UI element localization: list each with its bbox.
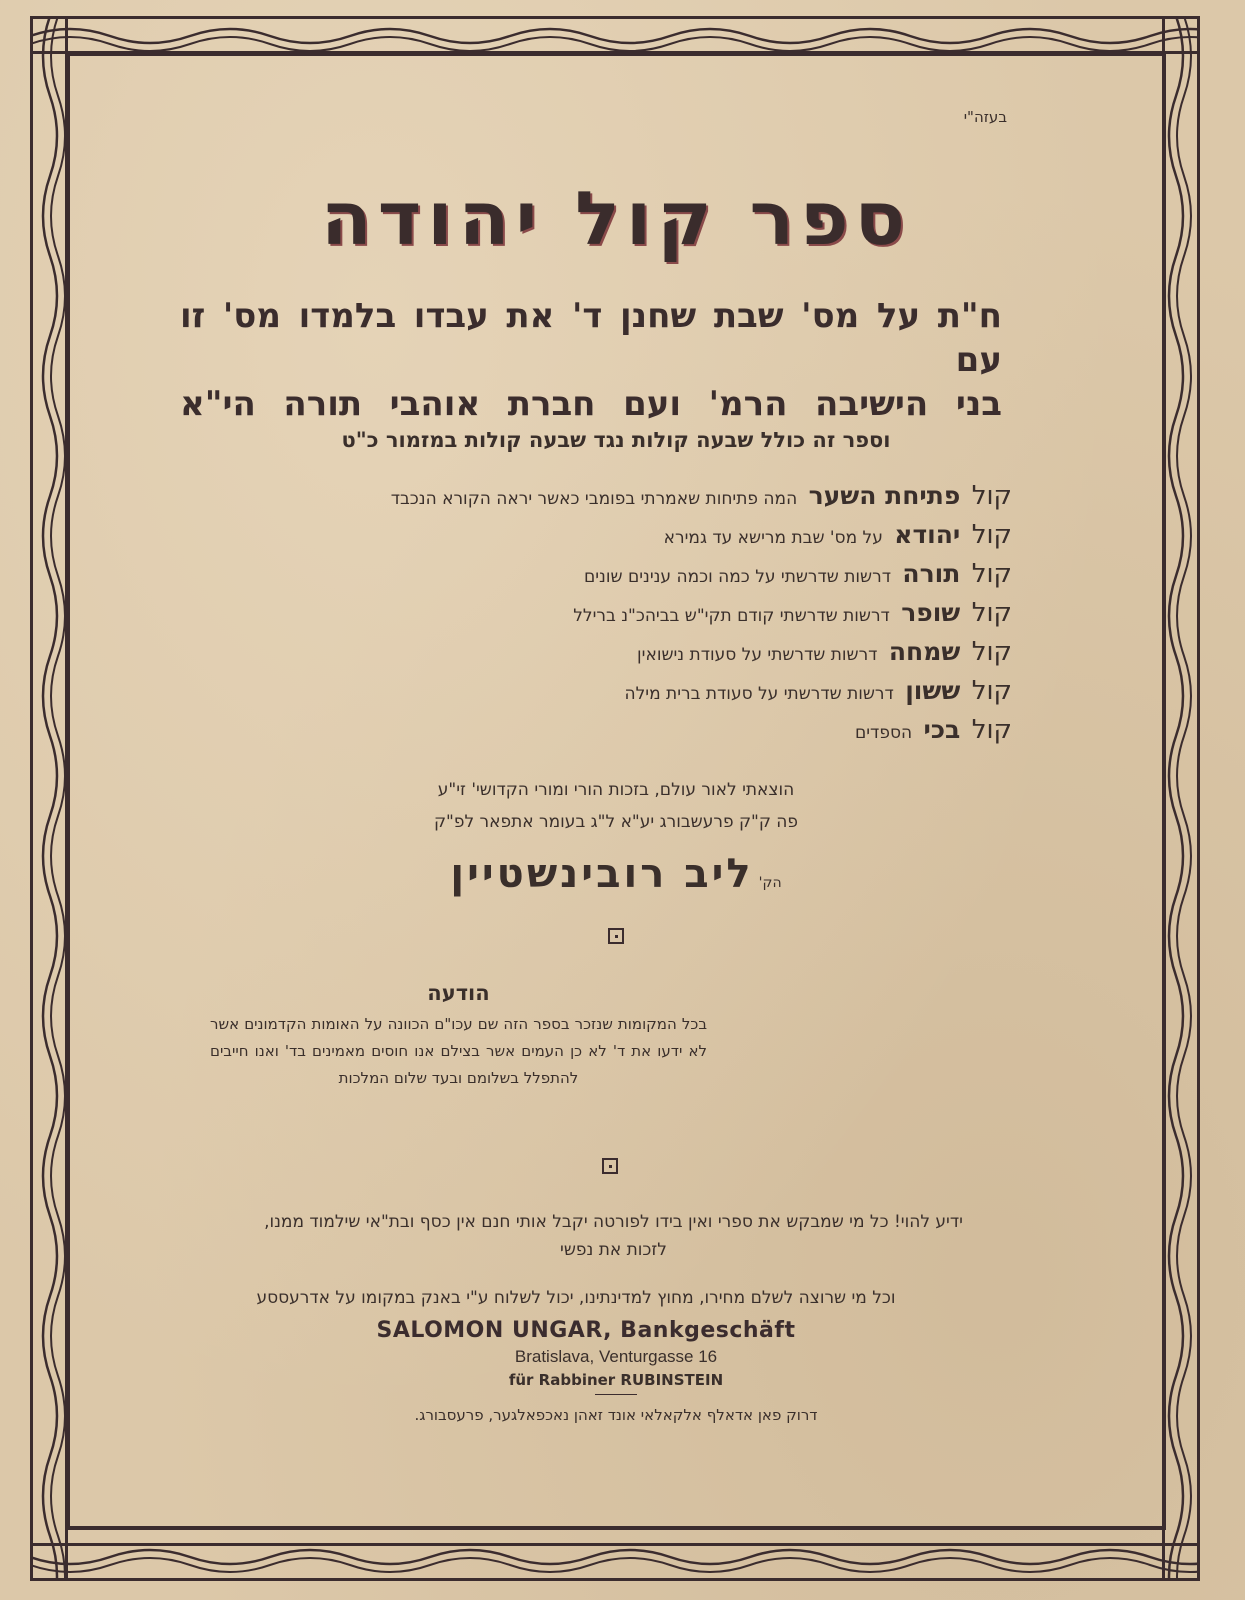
title-page-content: [70, 56, 1162, 1526]
kol-label: קול: [971, 481, 1012, 511]
ornament-border-bottom: [30, 1543, 1200, 1581]
section-name: תורה: [902, 559, 961, 588]
bank-name: SALOMON UNGAR, Bankgeschäft: [376, 1318, 796, 1343]
book-title: ספר קול יהודה: [320, 176, 912, 262]
kol-label: קול: [971, 559, 1012, 589]
section-name: שמחה: [888, 637, 961, 666]
offer-line-2: לזכות את נפשי: [560, 1240, 667, 1260]
book-subtitle: [180, 294, 1002, 426]
section-description: על מס' שבת מרישא עד גמירא: [663, 528, 883, 548]
ornament-square-icon: [602, 1158, 618, 1174]
list-item: [170, 710, 1012, 749]
contents-intro: וספר זה כולל שבעה קולות נגד שבעה קולות במזמור כ"ט: [341, 428, 891, 452]
be-ezrat-hashem-heading: בעזה"י: [963, 108, 1007, 126]
list-item: [170, 554, 1012, 593]
publication-line-1: הוצאתי לאור עולם, בזכות הורי ומורי הקדושי' זי"ע: [437, 780, 795, 800]
list-item: [170, 632, 1012, 671]
subtitle-line-1: ח"ת על מס' שבת שחנן ד' את עבדו בלמדו מס' זו עם: [180, 296, 1002, 380]
ornament-border-right: [1162, 16, 1200, 1581]
free-copy-offer: [125, 1208, 1102, 1264]
notice-body: בכל המקומות שנזכר בספר הזה שם עכו"ם הכוונה על האומות הקדמונים אשר לא ידעו את ד' לא כן העמים אשר בצילם אנו חוסים מאמינים בד' ואנו חייבים להתפלל בשלומם ובעד שלום המלכות: [210, 1015, 707, 1087]
bank-address-block: [70, 1318, 1162, 1395]
section-description: דרשות שדרשתי על סעודת נישואין: [637, 645, 878, 665]
ornament-square-icon: [608, 928, 624, 944]
bank-address: Bratislava, Venturgasse 16: [514, 1347, 718, 1366]
section-description: דרשות שדרשתי על סעודת ברית מילה: [624, 684, 894, 704]
publication-line-2: פה ק"ק פרעשבורג יע"א ל"ג בעומר אתפאר לפ"ק: [433, 812, 799, 832]
section-name: שופר: [901, 598, 961, 627]
notice-title: הודעה: [427, 981, 490, 1005]
bank-recipient: für Rabbiner RUBINSTEIN: [508, 1371, 724, 1389]
list-item: [170, 593, 1012, 632]
section-name: ששון: [905, 676, 961, 705]
section-description: הספדים: [854, 723, 913, 743]
author-name: ליב רובינשטיין: [450, 851, 754, 897]
kol-label: קול: [971, 520, 1012, 550]
section-description: המה פתיחות שאמרתי בפומבי כאשר יראה הקורא הנכבד: [390, 489, 798, 509]
list-item: [170, 515, 1012, 554]
section-name: פתיחת השער: [808, 481, 961, 510]
ornament-border-top: [30, 16, 1200, 54]
kol-label: קול: [971, 676, 1012, 706]
section-description: דרשות שדרשתי קודם תקי"ש בביהכ"נ ברילל: [573, 606, 890, 626]
payment-instructions: וכל מי שרוצה לשלם מחירו, מחוץ למדינתינו, יכול לשלוח ע"י באנק במקומו על אדרעססע: [256, 1288, 896, 1308]
section-name: יהודא: [894, 520, 961, 549]
kol-label: קול: [971, 637, 1012, 667]
notice-block: [210, 981, 707, 1092]
subtitle-line-2: בני הישיבה הרמ' ועם חברת אוהבי תורה הי"א: [180, 384, 1002, 424]
author-block: [70, 851, 1162, 897]
kol-label: קול: [971, 598, 1012, 628]
list-item: [170, 476, 1012, 515]
author-prefix: הק': [758, 875, 782, 891]
offer-line-1: ידיע להוי! כל מי שמבקש את ספרי ואין בידו לפורטה יקבל אותי חנם אין כסף ובת"אי שילמוד ממנו,: [264, 1212, 963, 1232]
section-description: דרשות שדרשתי על כמה וכמה ענינים שונים: [583, 567, 891, 587]
kol-label: קול: [971, 715, 1012, 745]
contents-list: [170, 476, 1012, 749]
publication-statement: [70, 774, 1162, 838]
printer-imprint: דרוק פאן אדאלף אלקאלאי אונד זאהן נאכפאלגער, פרעסבורג.: [414, 1406, 818, 1424]
ornament-border-left: [30, 16, 68, 1581]
section-name: בכי: [923, 715, 961, 744]
list-item: [170, 671, 1012, 710]
divider: [595, 1394, 637, 1395]
